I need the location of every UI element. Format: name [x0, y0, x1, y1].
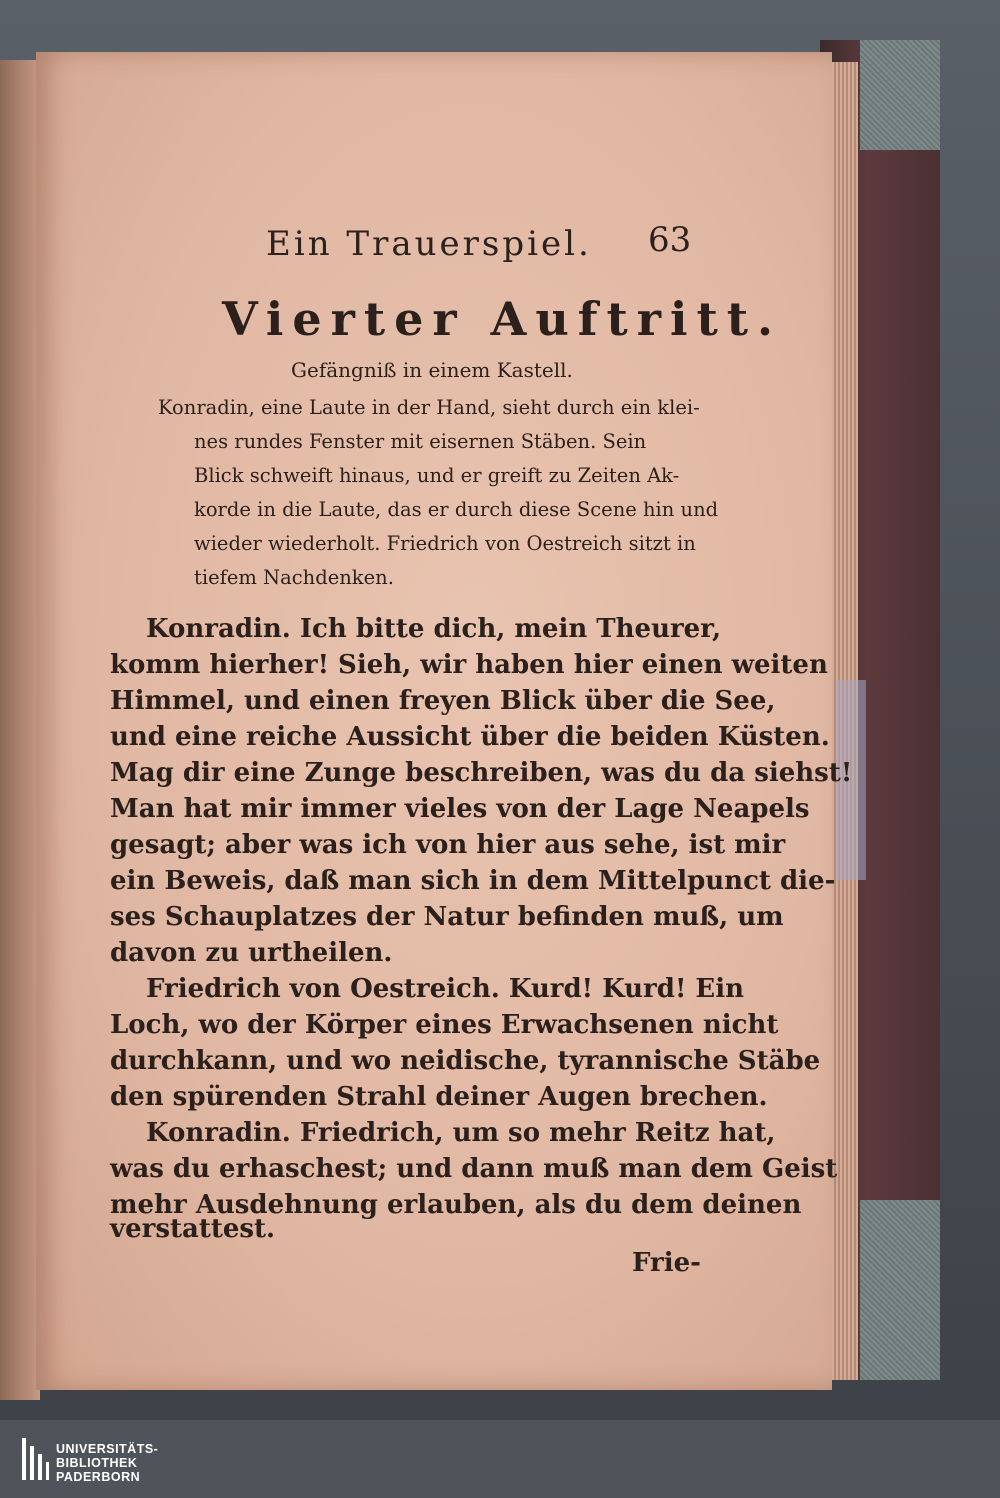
library-logo-icon — [20, 1434, 50, 1484]
scene-setting: Gefängniß in einem Kastell. — [291, 358, 573, 382]
text-line: Friedrich von Oestreich. Kurd! Kurd! Ein — [146, 974, 744, 1004]
stage-direction-line: Blick schweift hinaus, und er greift zu Zeiten Ak- — [194, 464, 680, 487]
running-head: Ein Trauerspiel. — [266, 224, 592, 264]
stage-direction-line: korde in die Laute, das er durch diese Scene hin und — [194, 498, 719, 521]
text-line: ein Beweis, daß man sich in dem Mittelpunct die- — [110, 866, 836, 896]
stage-direction-line: tiefem Nachdenken. — [194, 566, 394, 589]
text-line: und eine reiche Aussicht über die beiden Küsten. — [110, 722, 830, 752]
book-page — [36, 52, 853, 1390]
text-line: Konradin. Ich bitte dich, mein Theurer, — [146, 614, 722, 644]
text-line: den spürenden Strahl deiner Augen brechen. — [110, 1082, 768, 1112]
text-line: Loch, wo der Körper eines Erwachsenen nicht — [110, 1010, 779, 1040]
logo-text-line: PADERBORN — [56, 1470, 141, 1484]
text-line: Mag dir eine Zunge beschreiben, was du da siehst! — [110, 758, 853, 788]
stage-direction-line: nes rundes Fenster mit eisernen Stäben. Sein — [194, 430, 647, 453]
cover-cloth-corner — [860, 1200, 940, 1380]
text-line: Himmel, und einen freyen Blick über die See, — [110, 686, 776, 716]
catchword: Frie- — [632, 1248, 701, 1278]
previous-page-edge — [0, 60, 40, 1400]
text-line: komm hierher! Sieh, wir haben hier einen weiten — [110, 650, 828, 680]
text-line: durchkann, und wo neidische, tyrannische Stäbe — [110, 1046, 821, 1076]
logo-text-line: UNIVERSITÄTS- — [56, 1442, 159, 1456]
page-number: 63 — [648, 220, 692, 260]
scene-heading: Vierter Auftritt. — [222, 292, 783, 346]
text-line: verstattest. — [110, 1214, 276, 1244]
text-line: davon zu urtheilen. — [110, 938, 393, 968]
cover-cloth-corner — [860, 40, 940, 150]
footer-bar — [0, 1420, 1000, 1498]
text-line: Konradin. Friedrich, um so mehr Reitz hat, — [146, 1118, 776, 1148]
text-line: mehr Ausdehnung erlauben, als du dem deinen — [110, 1190, 802, 1220]
stage-direction-line: Konradin, eine Laute in der Hand, sieht durch ein klei- — [158, 396, 700, 419]
logo-text-line: BIBLIOTHEK — [56, 1456, 138, 1470]
stage-direction-line: wieder wiederholt. Friedrich von Oestreich sitzt in — [194, 532, 696, 555]
text-line: gesagt; aber was ich von hier aus sehe, ist mir — [110, 830, 786, 860]
text-line: Man hat mir immer vieles von der Lage Neapels — [110, 794, 810, 824]
text-line: ses Schauplatzes der Natur befinden muß, um — [110, 902, 784, 932]
text-line: was du erhaschest; und dann muß man dem Geist — [110, 1154, 838, 1184]
